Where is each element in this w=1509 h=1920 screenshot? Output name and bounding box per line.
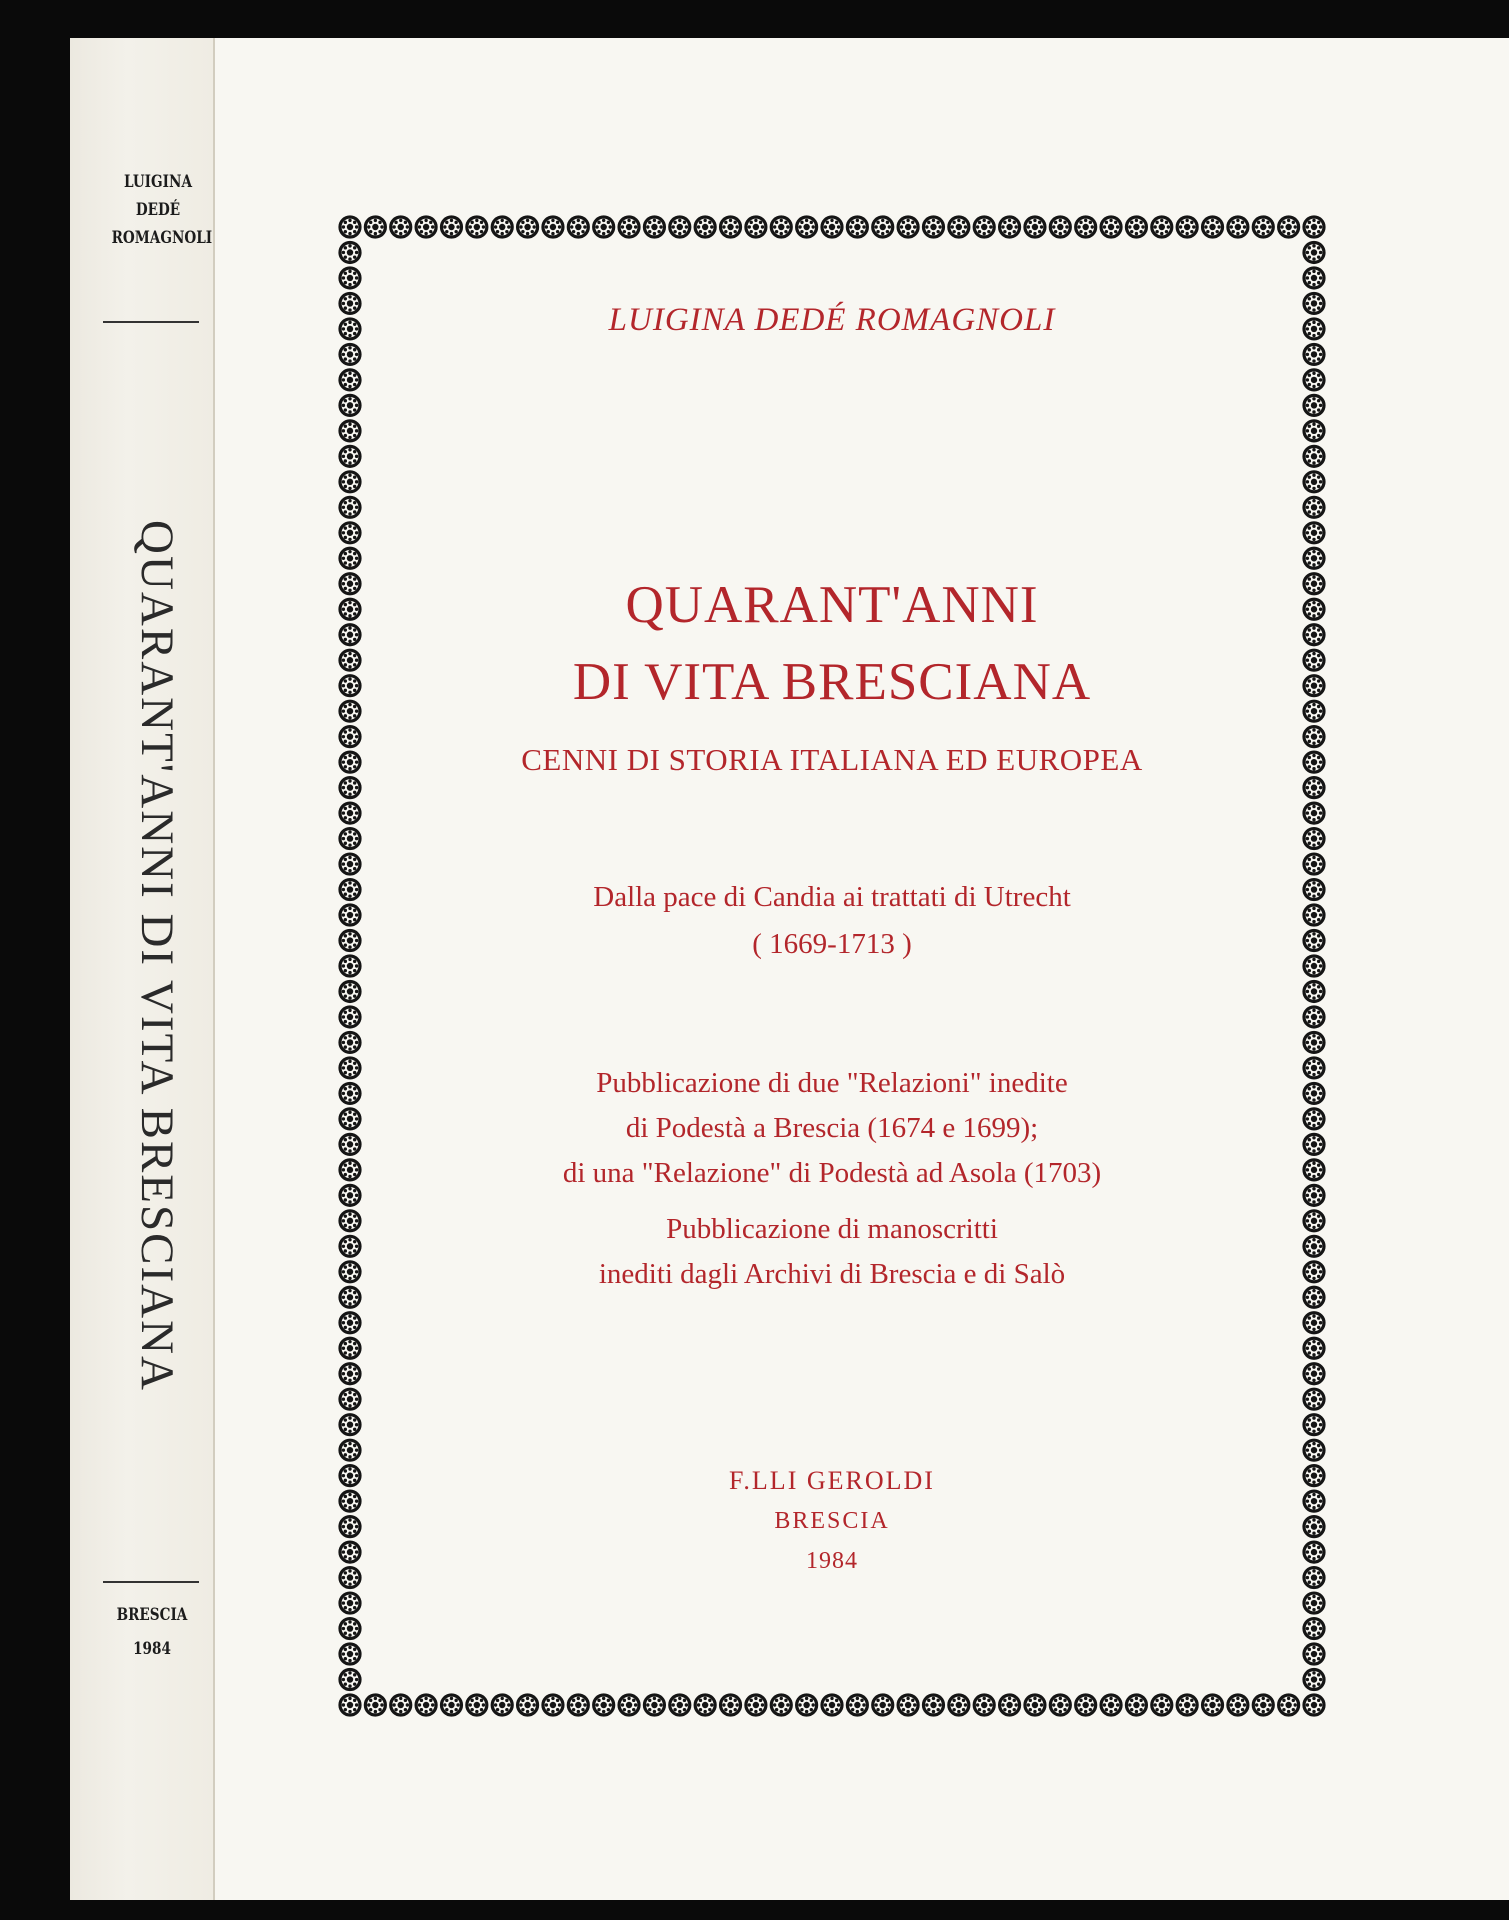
rosette-ornament — [1076, 1695, 1096, 1715]
rosette-ornament — [340, 803, 360, 823]
rosette-ornament — [340, 446, 360, 466]
rosette-ornament — [416, 1695, 436, 1715]
rosette-ornament — [568, 1695, 588, 1715]
rosette-ornament — [1050, 1695, 1070, 1715]
rosette-ornament — [1304, 268, 1324, 288]
rosette-ornament — [467, 217, 487, 237]
rosette-ornament — [340, 523, 360, 543]
rosette-ornament — [441, 217, 461, 237]
rosette-ornament — [340, 395, 360, 415]
rosette-ornament — [1304, 344, 1324, 364]
rosette-ornament — [797, 1695, 817, 1715]
rosette-ornament — [1126, 1695, 1146, 1715]
cover-author: LUIGINA DEDÉ ROMAGNOLI — [608, 302, 1056, 338]
rosette-ornament — [847, 217, 867, 237]
rosette-ornament — [1253, 217, 1273, 237]
rosette-ornament — [1304, 1364, 1324, 1384]
rosette-ornament — [1304, 803, 1324, 823]
rosette-ornament — [771, 217, 791, 237]
spine-year: 1984 — [133, 1639, 171, 1659]
rosette-ornament — [365, 1695, 385, 1715]
cover-period-line2: ( 1669-1713 ) — [752, 928, 912, 960]
rosette-ornament — [391, 1695, 411, 1715]
rosette-ornament — [340, 1440, 360, 1460]
rosette-ornament — [1304, 548, 1324, 568]
rosette-ornament — [340, 370, 360, 390]
rosette-ornament — [1101, 217, 1121, 237]
rosette-ornament — [441, 1695, 461, 1715]
rosette-ornament — [340, 1389, 360, 1409]
rosette-ornament — [1152, 217, 1172, 237]
cover-city: BRESCIA — [774, 1508, 890, 1534]
rosette-ornament — [391, 217, 411, 237]
rosette-ornament — [492, 1695, 512, 1715]
rosette-ornament — [923, 1695, 943, 1715]
rosette-ornament — [1050, 217, 1070, 237]
rosette-ornament — [1304, 778, 1324, 798]
rosette-ornament — [340, 421, 360, 441]
spine-place: BRESCIA — [116, 1605, 188, 1625]
rosette-ornament — [340, 1338, 360, 1358]
spine-divider — [103, 321, 199, 323]
rosette-ornament — [1279, 217, 1299, 237]
rosette-ornament — [594, 217, 614, 237]
rosette-ornament — [340, 1644, 360, 1664]
cover-year: 1984 — [806, 1548, 858, 1574]
rosette-ornament — [340, 1593, 360, 1613]
rosette-ornament — [949, 1695, 969, 1715]
rosette-ornament — [492, 217, 512, 237]
cover-publication-line2: di Podestà a Brescia (1674 e 1699); — [625, 1112, 1039, 1144]
rosette-ornament — [1304, 395, 1324, 415]
rosette-ornament — [1304, 421, 1324, 441]
rosette-ornament — [340, 1695, 360, 1715]
spine-author — [111, 168, 213, 252]
rosette-ornament — [797, 217, 817, 237]
rosette-ornament — [1076, 217, 1096, 237]
rosette-ornament — [670, 217, 690, 237]
rosette-ornament — [416, 217, 436, 237]
rosette-ornament — [949, 217, 969, 237]
rosette-ornament — [974, 1695, 994, 1715]
cover-manuscripts-line2: inediti dagli Archivi di Brescia e di Salò — [598, 1258, 1066, 1290]
rosette-ornament — [873, 1695, 893, 1715]
rosette-ornament — [340, 497, 360, 517]
rosette-ornament — [1000, 217, 1020, 237]
rosette-ornament — [340, 778, 360, 798]
spine-author-line: ROMAGNOLI — [111, 228, 213, 248]
rosette-ornament — [518, 217, 538, 237]
rosette-ornament — [1101, 1695, 1121, 1715]
rosette-ornament — [1304, 1032, 1324, 1052]
rosette-ornament — [1304, 242, 1324, 262]
rosette-ornament — [898, 217, 918, 237]
spine-imprint — [109, 1598, 195, 1666]
rosette-ornament — [1152, 1695, 1172, 1715]
spine-author-line: LUIGINA — [124, 172, 192, 192]
rosette-ornament — [365, 217, 385, 237]
rosette-ornament — [340, 242, 360, 262]
cover-publisher: F.LLI GEROLDI — [729, 1466, 935, 1495]
rosette-ornament — [568, 217, 588, 237]
rosette-ornament — [1025, 1695, 1045, 1715]
rosette-ornament — [721, 217, 741, 237]
rosette-ornament — [1304, 1007, 1324, 1027]
rosette-ornament — [1304, 1695, 1324, 1715]
rosette-ornament — [1126, 217, 1146, 237]
spine-divider — [103, 1581, 199, 1583]
rosette-ornament — [1304, 523, 1324, 543]
rosette-ornament — [340, 548, 360, 568]
rosette-ornament — [695, 1695, 715, 1715]
rosette-ornament — [543, 1695, 563, 1715]
rosette-ornament — [340, 1670, 360, 1690]
rosette-ornament — [467, 1695, 487, 1715]
rosette-ornament — [1177, 217, 1197, 237]
rosette-ornament — [746, 1695, 766, 1715]
rosette-ornament — [974, 217, 994, 237]
cover-subtitle: CENNI DI STORIA ITALIANA ED EUROPEA — [521, 742, 1143, 777]
rosette-ornament — [1304, 1389, 1324, 1409]
rosette-ornament — [1304, 497, 1324, 517]
rosette-ornament — [543, 217, 563, 237]
rosette-ornament — [746, 217, 766, 237]
rosette-ornament — [1304, 829, 1324, 849]
rosette-ornament — [644, 217, 664, 237]
rosette-ornament — [1279, 1695, 1299, 1715]
rosette-ornament — [619, 1695, 639, 1715]
rosette-ornament — [340, 1415, 360, 1435]
cover-manuscripts-line1: Pubblicazione di manoscritti — [666, 1213, 998, 1245]
rosette-ornament — [619, 217, 639, 237]
rosette-ornament — [1304, 1593, 1324, 1613]
rosette-ornament — [847, 1695, 867, 1715]
cover-publication-line1: Pubblicazione di due "Relazioni" inedite — [596, 1067, 1068, 1099]
cover-period-line1: Dalla pace di Candia ai trattati di Utrecht — [593, 881, 1071, 913]
rosette-ornament — [340, 1032, 360, 1052]
rosette-ornament — [340, 829, 360, 849]
rosette-ornament — [1304, 1313, 1324, 1333]
rosette-ornament — [822, 1695, 842, 1715]
rosette-ornament — [1228, 217, 1248, 237]
rosette-ornament — [1304, 1619, 1324, 1639]
rosette-ornament — [1000, 1695, 1020, 1715]
rosette-ornament — [340, 1619, 360, 1639]
cover-title-line1: QUARANT'ANNI — [625, 576, 1039, 634]
rosette-ornament — [1025, 217, 1045, 237]
rosette-ornament — [1304, 1644, 1324, 1664]
rosette-ornament — [1304, 981, 1324, 1001]
rosette-ornament — [1203, 217, 1223, 237]
spine-author-line: DEDÉ — [135, 200, 181, 220]
rosette-ornament — [923, 217, 943, 237]
rosette-ornament — [1304, 370, 1324, 390]
spine-title: QUARANT'ANNI DI VITA BRESCIANA — [131, 520, 183, 1392]
rosette-ornament — [771, 1695, 791, 1715]
rosette-ornament — [340, 1364, 360, 1384]
rosette-ornament — [1304, 1338, 1324, 1358]
rosette-ornament — [873, 217, 893, 237]
cover-title-line2: DI VITA BRESCIANA — [572, 653, 1092, 711]
rosette-ornament — [1304, 446, 1324, 466]
rosette-ornament — [1304, 472, 1324, 492]
rosette-ornament — [340, 1313, 360, 1333]
rosette-ornament — [1304, 1670, 1324, 1690]
rosette-ornament — [898, 1695, 918, 1715]
rosette-ornament — [1304, 217, 1324, 237]
rosette-ornament — [721, 1695, 741, 1715]
rosette-ornament — [1304, 1440, 1324, 1460]
rosette-ornament — [594, 1695, 614, 1715]
rosette-ornament — [695, 217, 715, 237]
rosette-ornament — [340, 854, 360, 874]
rosette-ornament — [644, 1695, 664, 1715]
rosette-ornament — [340, 344, 360, 364]
rosette-ornament — [340, 981, 360, 1001]
rosette-ornament — [340, 268, 360, 288]
rosette-ornament — [1304, 854, 1324, 874]
rosette-ornament — [518, 1695, 538, 1715]
cover-publication-line3: di una "Relazione" di Podestà ad Asola (1703) — [562, 1157, 1102, 1189]
rosette-ornament — [1253, 1695, 1273, 1715]
rosette-ornament — [1304, 1415, 1324, 1435]
rosette-ornament — [340, 472, 360, 492]
rosette-ornament — [1203, 1695, 1223, 1715]
rosette-ornament — [340, 1007, 360, 1027]
rosette-ornament — [1177, 1695, 1197, 1715]
rosette-ornament — [1228, 1695, 1248, 1715]
rosette-ornament — [822, 217, 842, 237]
rosette-ornament — [340, 217, 360, 237]
rosette-ornament — [670, 1695, 690, 1715]
